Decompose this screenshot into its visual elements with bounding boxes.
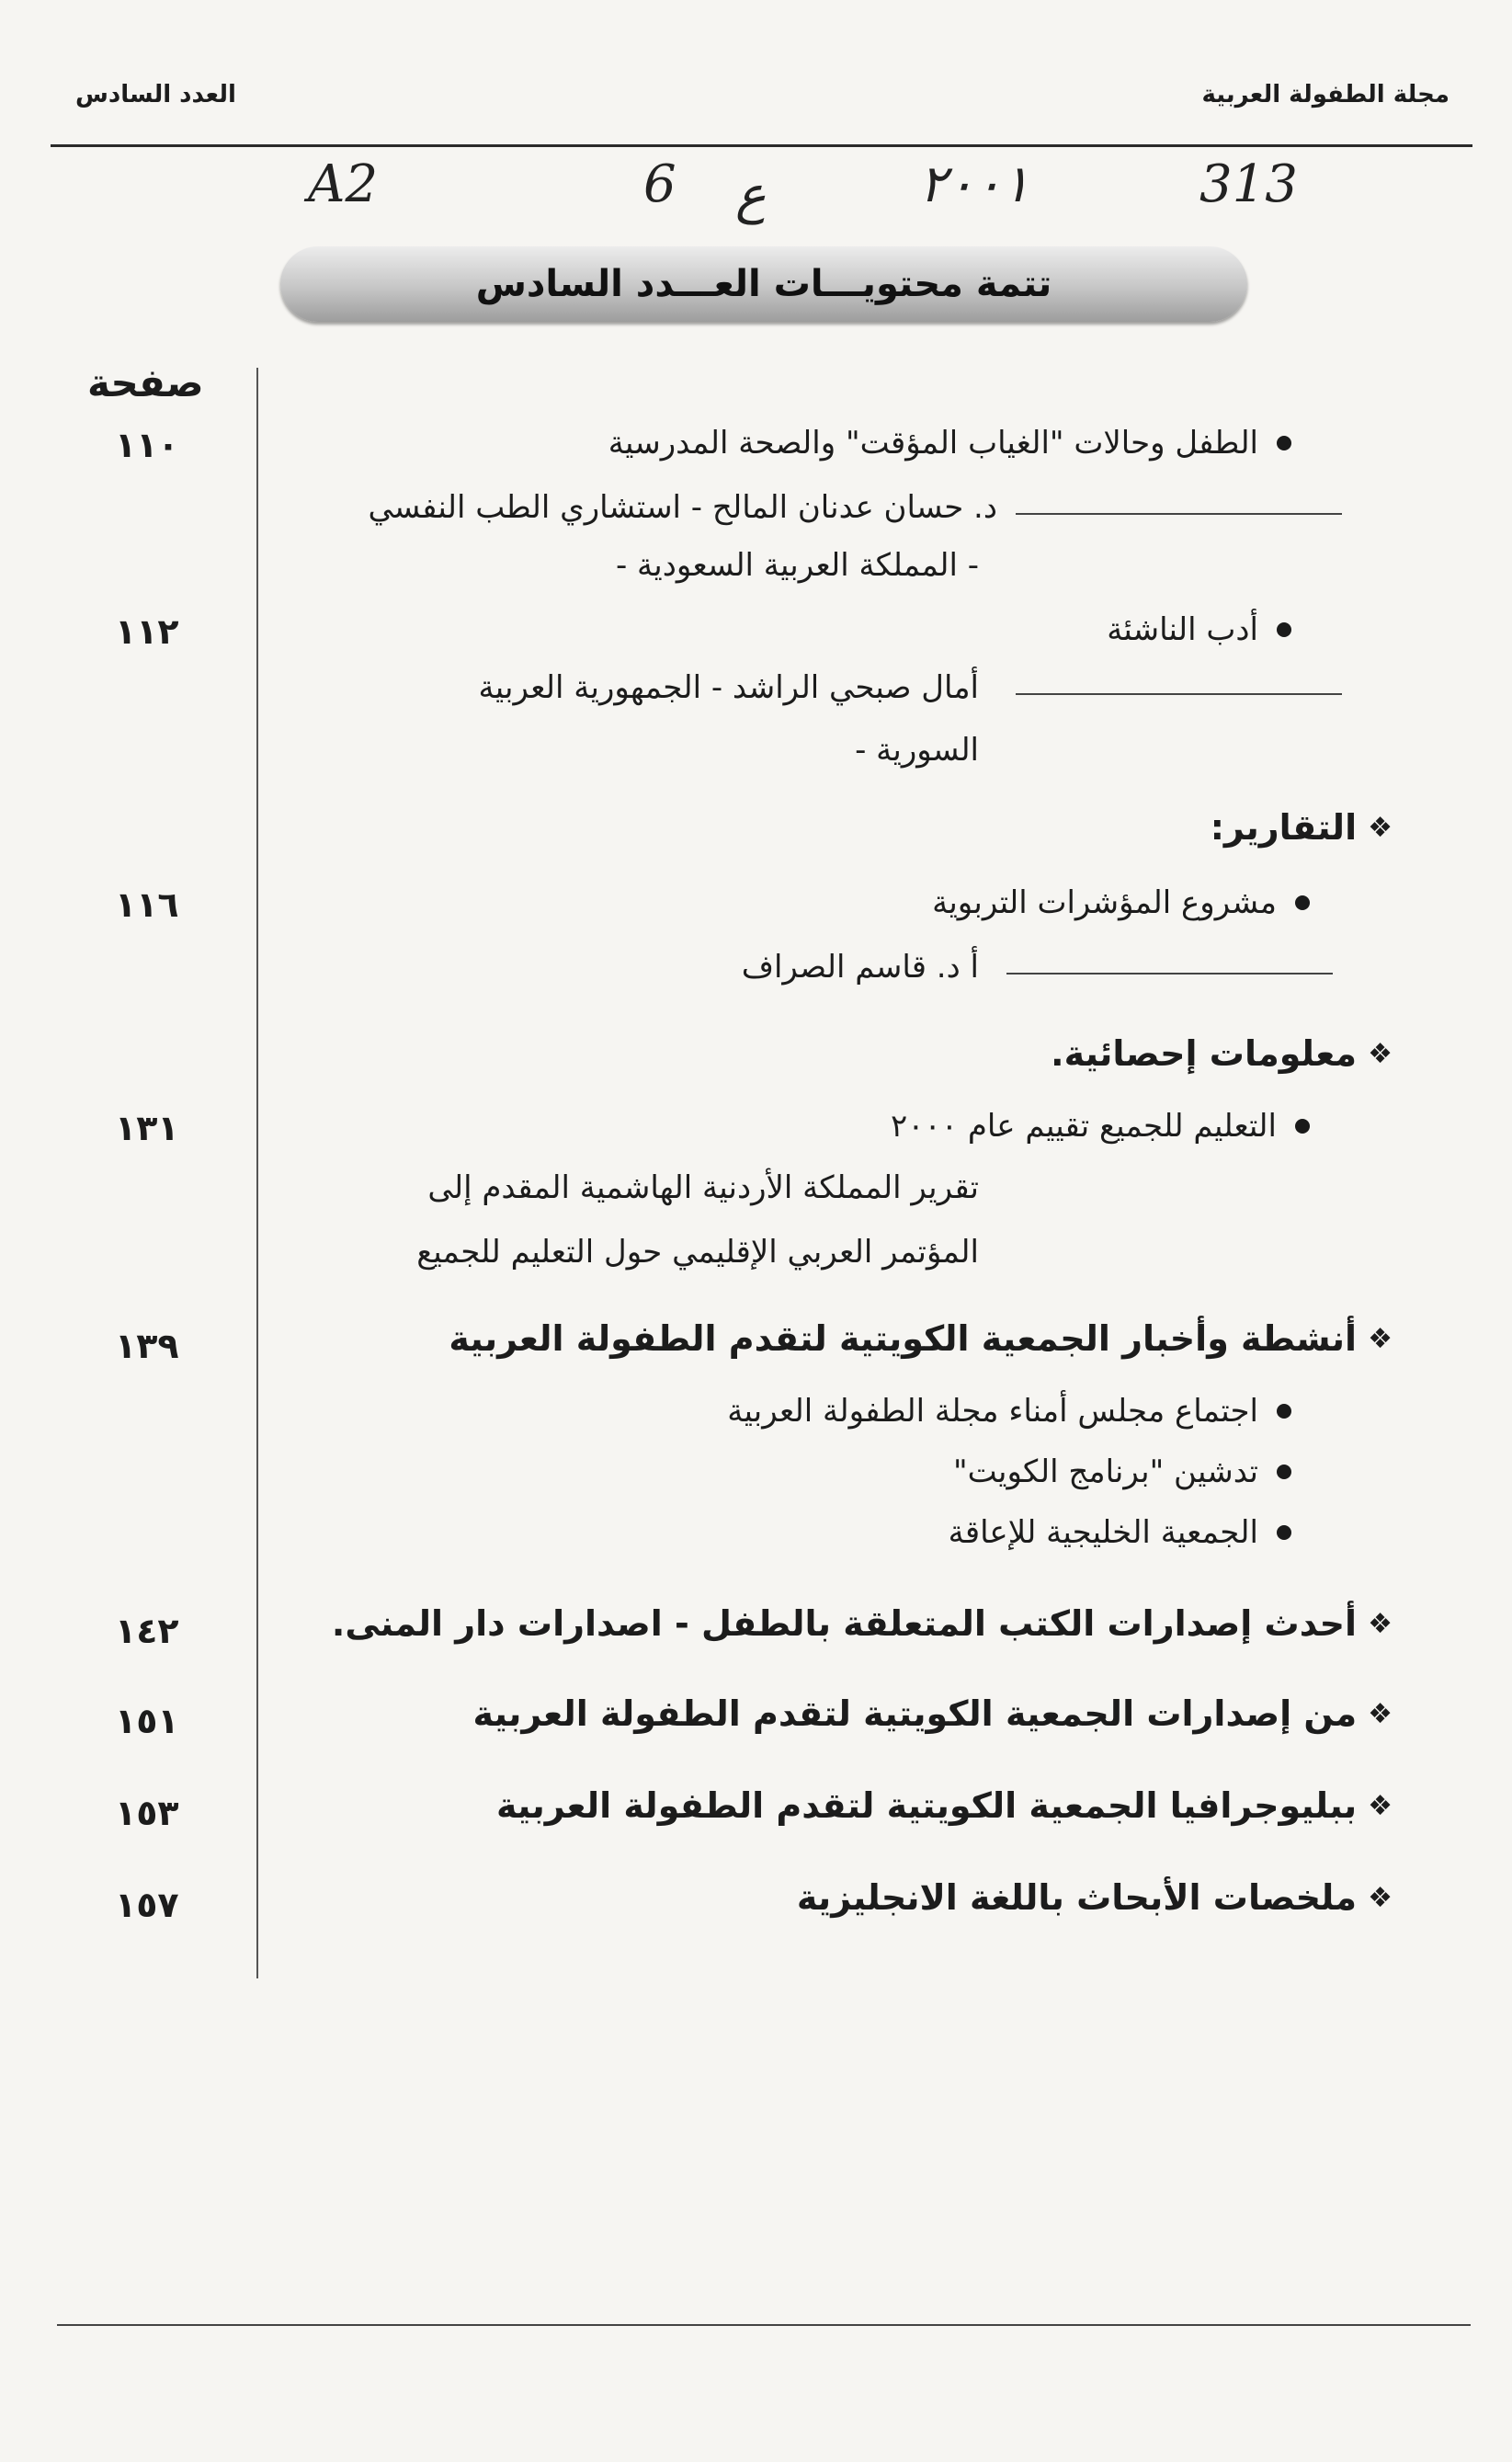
activities-section[interactable] <box>449 1318 1393 1359</box>
bullet-icon <box>1277 1404 1291 1419</box>
entry-1[interactable] <box>608 425 1291 462</box>
entry-2-page: ١١٢ <box>115 611 179 652</box>
stats-item-page: ١٣١ <box>115 1108 179 1148</box>
stats-item-desc-1: تقرير المملكة الأردنية الهاشمية المقدم إلى <box>427 1169 979 1206</box>
stats-item-desc-2: المؤتمر العربي الإقليمي حول التعليم للجميع <box>416 1234 979 1271</box>
diamond-bullet-icon: ❖ <box>1368 1037 1393 1070</box>
reports-heading: التقارير: <box>1210 807 1358 848</box>
author-dash <box>1016 513 1342 515</box>
diamond-bullet-icon: ❖ <box>1368 811 1393 844</box>
reports-item-page: ١١٦ <box>115 884 179 925</box>
bullet-icon <box>1277 622 1291 637</box>
activities-page: ١٣٩ <box>115 1326 179 1366</box>
page-column-header: صفحة <box>87 360 204 405</box>
bullet-icon <box>1295 1119 1310 1134</box>
stats-item[interactable] <box>891 1108 1310 1145</box>
entry-1-author: د. حسان عدنان المالح - استشاري الطب النفسي <box>368 489 997 526</box>
handwritten-year: ٢٠٠١ <box>919 154 1030 214</box>
bullet-icon <box>1295 895 1310 910</box>
section-4[interactable] <box>797 1877 1393 1918</box>
author-dash <box>1016 693 1342 695</box>
section-2-page: ١٥١ <box>115 1701 179 1741</box>
section-4-page: ١٥٧ <box>115 1885 179 1925</box>
activities-item-title: الجمعية الخليجية للإعاقة <box>948 1514 1258 1551</box>
activities-heading: أنشطة وأخبار الجمعية الكويتية لتقدم الطفولة العربية <box>449 1318 1358 1359</box>
activities-item-title: تدشين "برنامج الكويت" <box>952 1453 1258 1490</box>
activities-item[interactable] <box>953 1453 1291 1490</box>
issue-label: العدد السادس <box>75 81 236 108</box>
diamond-bullet-icon: ❖ <box>1368 1697 1393 1730</box>
contents-banner <box>280 246 1247 322</box>
section-2-title: من إصدارات الجمعية الكويتية لتقدم الطفولة العربية <box>472 1693 1358 1734</box>
section-3-page: ١٥٣ <box>115 1793 179 1833</box>
diamond-bullet-icon: ❖ <box>1368 1322 1393 1355</box>
section-3[interactable] <box>496 1785 1393 1826</box>
reports-item-author: أ د. قاسم الصراف <box>741 949 979 986</box>
handwritten-issue-number: 6 <box>643 154 676 214</box>
activities-item-title: اجتماع مجلس أمناء مجلة الطفولة العربية <box>727 1393 1258 1430</box>
reports-item[interactable] <box>932 884 1310 921</box>
activities-item[interactable] <box>727 1393 1291 1430</box>
header-rule <box>51 144 1472 147</box>
bullet-icon <box>1277 1525 1291 1540</box>
activities-item[interactable] <box>949 1514 1291 1551</box>
banner-title: تتمة محتويـــات العـــدد السادس <box>475 263 1052 305</box>
reports-item-title: مشروع المؤشرات التربوية <box>932 884 1277 921</box>
section-2[interactable] <box>473 1693 1393 1734</box>
reports-section <box>1211 807 1393 848</box>
entry-2-author-country: السورية - <box>855 732 979 769</box>
diamond-bullet-icon: ❖ <box>1368 1789 1393 1822</box>
author-dash <box>1006 973 1333 975</box>
handwritten-code: A2 <box>308 154 379 214</box>
entry-2-author: أمال صبحي الراشد - الجمهورية العربية <box>478 669 979 706</box>
bullet-icon <box>1277 1465 1291 1479</box>
section-1[interactable] <box>332 1603 1393 1644</box>
diamond-bullet-icon: ❖ <box>1368 1607 1393 1640</box>
entry-1-page: ١١٠ <box>115 425 179 465</box>
stats-heading: معلومات إحصائية. <box>1051 1033 1358 1074</box>
stats-section <box>1051 1033 1393 1074</box>
column-divider <box>256 368 258 1978</box>
footer-rule <box>57 2324 1471 2326</box>
section-3-title: ببليوجرافيا الجمعية الكويتية لتقدم الطفولة العربية <box>495 1785 1358 1826</box>
stats-item-title: التعليم للجميع تقييم عام ٢٠٠٠ <box>891 1108 1277 1145</box>
section-1-title: أحدث إصدارات الكتب المتعلقة بالطفل - اصدارات دار المنى. <box>331 1603 1358 1644</box>
handwritten-ain: ع <box>735 165 767 225</box>
diamond-bullet-icon: ❖ <box>1368 1881 1393 1914</box>
entry-1-author-country: - المملكة العربية السعودية - <box>615 547 979 584</box>
journal-name: مجلة الطفولة العربية <box>1201 81 1449 108</box>
entry-2[interactable] <box>1107 611 1291 648</box>
handwritten-ref: 313 <box>1199 154 1298 214</box>
entry-2-title: أدب الناشئة <box>1107 611 1258 648</box>
section-4-title: ملخصات الأبحاث باللغة الانجليزية <box>796 1877 1358 1918</box>
section-1-page: ١٤٢ <box>115 1611 179 1651</box>
entry-1-title: الطفل وحالات "الغياب المؤقت" والصحة المدرسية <box>608 425 1258 462</box>
bullet-icon <box>1277 436 1291 450</box>
